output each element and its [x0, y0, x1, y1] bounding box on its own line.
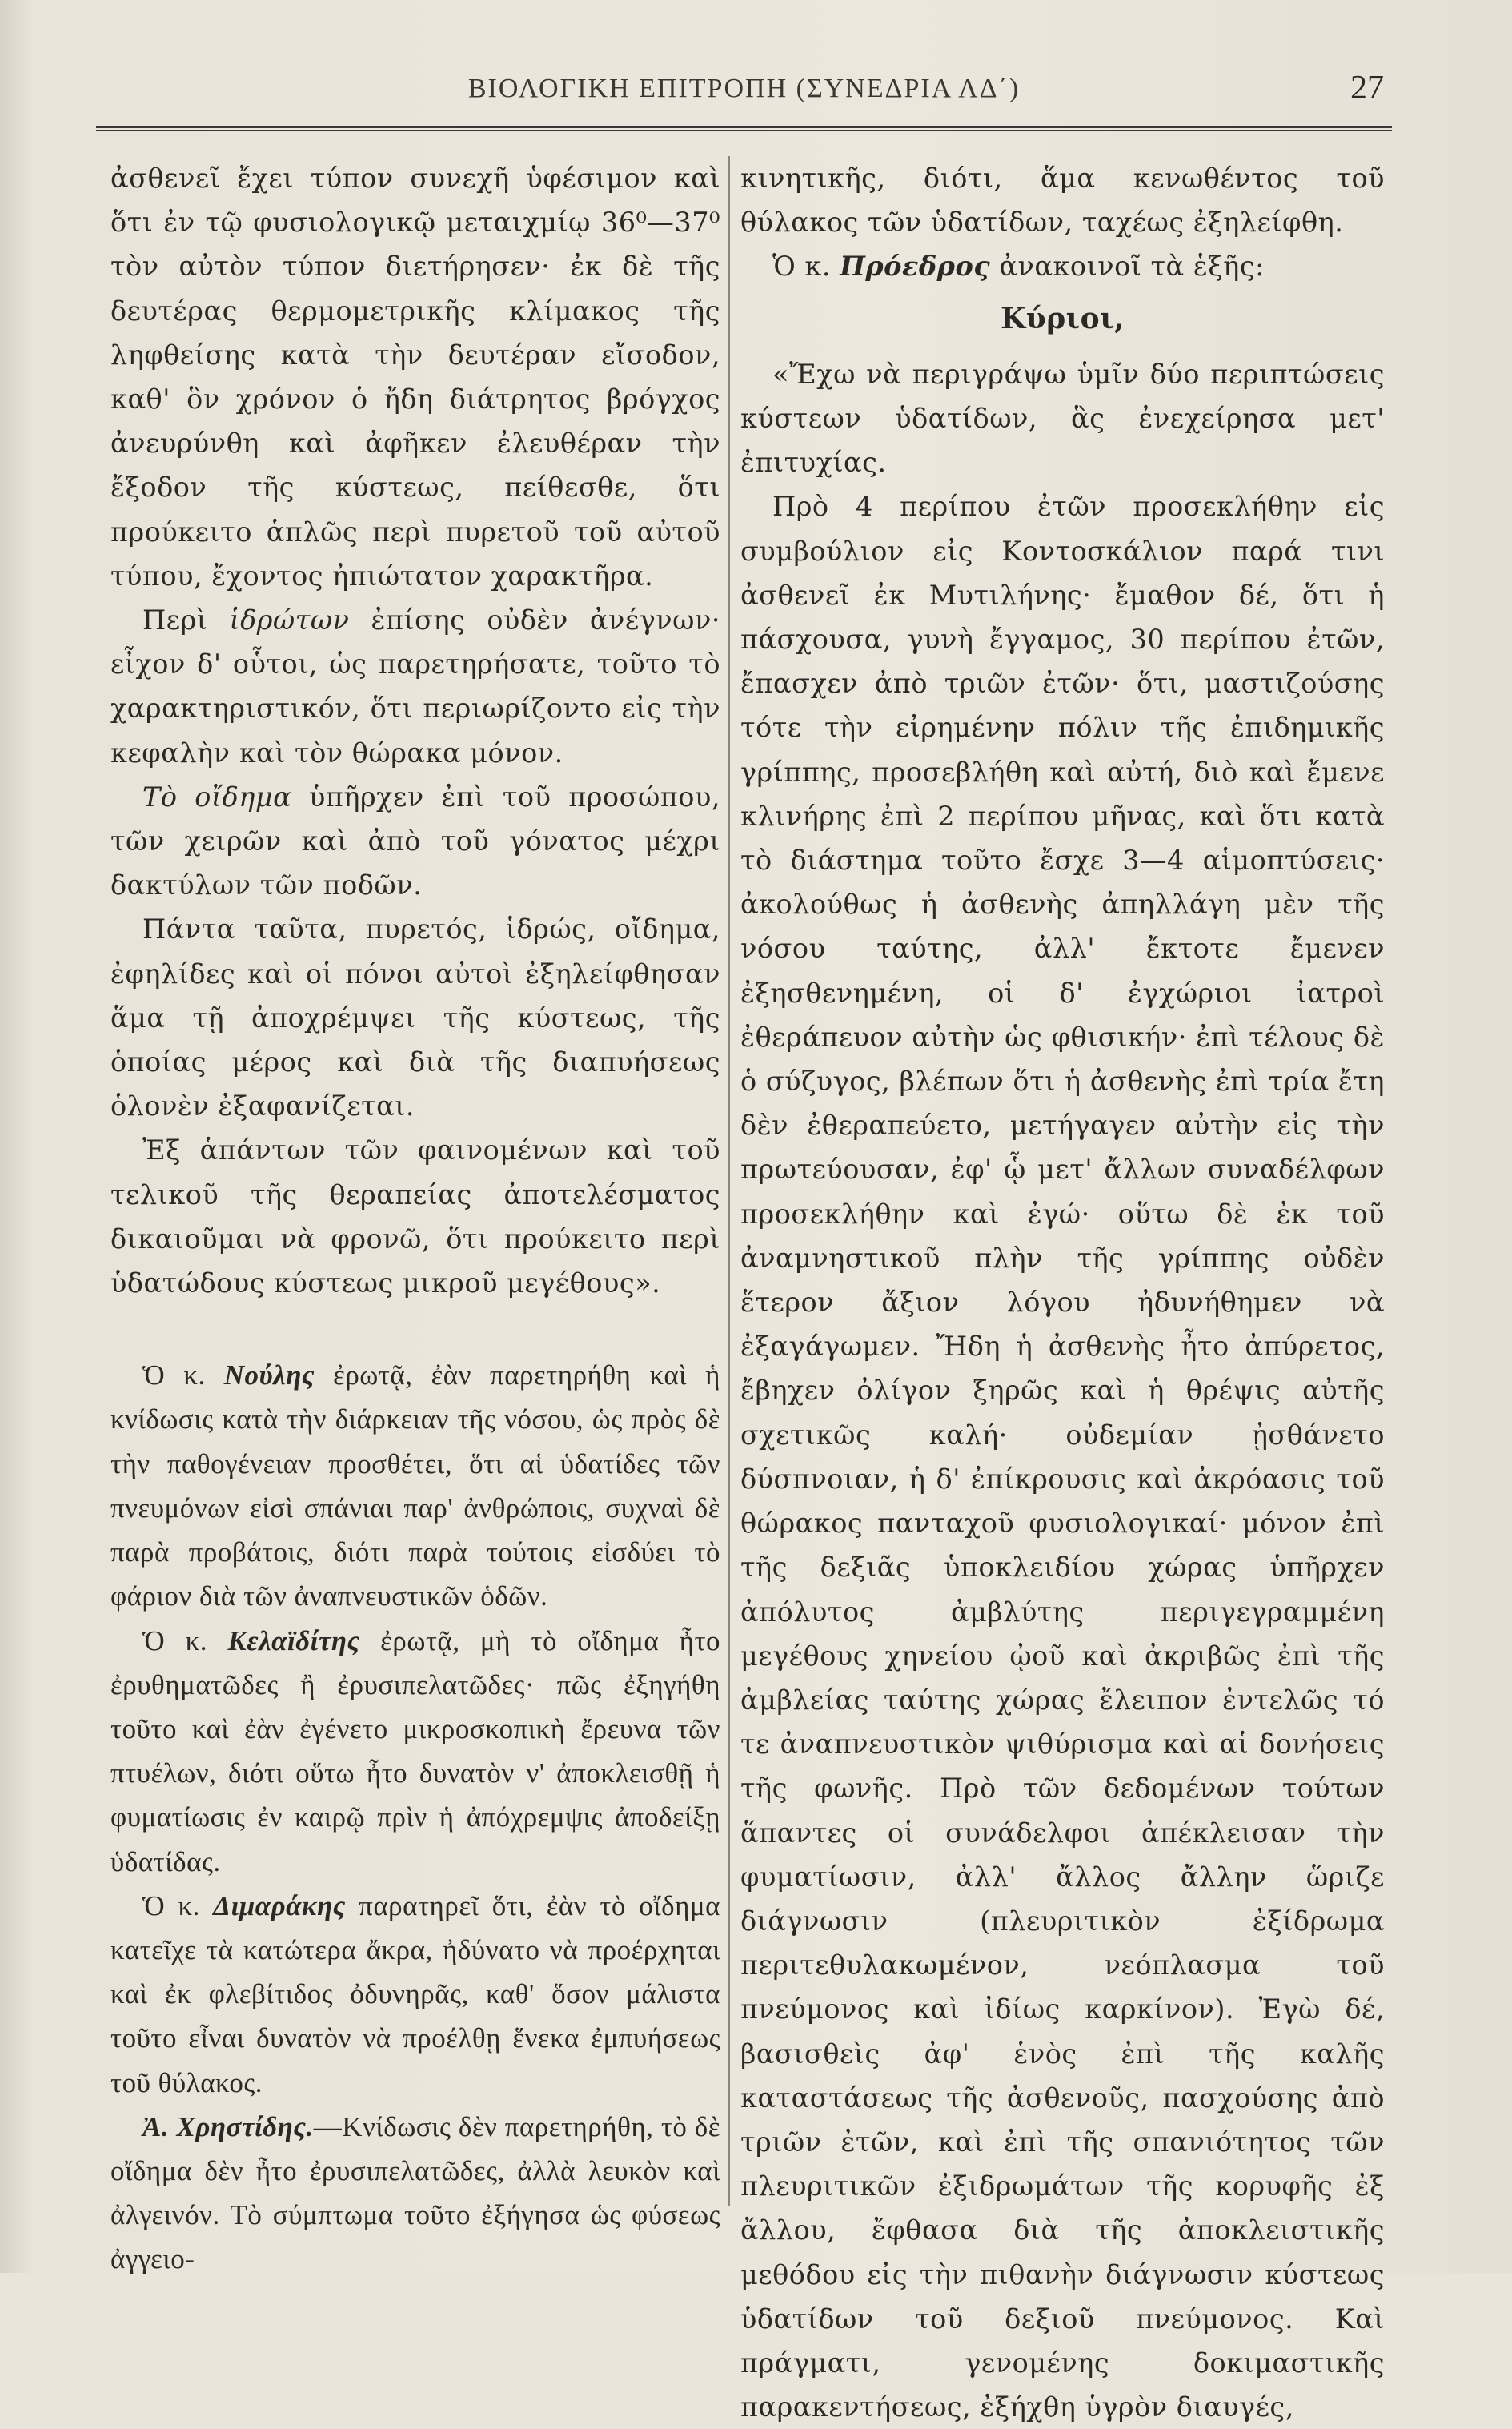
paragraph-text: Ὁ κ. [142, 1889, 214, 1921]
paragraph: κινητικῆς, διότι, ἅμα κενωθέντος τοῦ θύλακος τῶν ὑδατίδων, ταχέως ἐξηλείφθη. [740, 163, 1385, 239]
paragraph: ἀσθενεῖ ἔχει τύπον συνεχῆ ὑφέσιμον καὶ ὅτι ἐν τῷ φυσιολογικῷ μεταιχμίῳ 36⁰—37⁰ τὸν αὐτὸν τύπον διετήρησεν· ἐκ δὲ τῆς δευτέρας θερμομετρικῆς κλίμακος τῆς ληφθείσης κατὰ τὴν δευτέραν εἴσοδον, καθ' ὃν χρόνον ὁ ἤδη διάτρητος βρόγχος ἀνευρύνθη καὶ ἀφῆκεν ἐλευθέραν τὴν ἔξοδον τῆς κύστεως, πείθεσθε, ὅτι προύκειτο ἁπλῶς περὶ πυρετοῦ τοῦ αὐτοῦ τύπου, ἔχοντος ἠπιώτατον χαρακτῆρα. [110, 163, 720, 592]
paragraph-text: —Κνίδωσις δὲν παρετηρήθη, τὸ δὲ οἴδημα δὲν ἦτο ἐρυσιπελατῶδες, ἀλλὰ λευκὸν καὶ ἀλγεινόν. Τὸ σύμπτωμα τοῦτο ἐξήγησα ὡς φύσεως ἀγγειο- [110, 2110, 720, 2275]
paragraph [110, 1884, 720, 2105]
page-number: 27 [1350, 70, 1384, 106]
paragraph-text: Περὶ [142, 604, 230, 636]
paragraph: «Ἔχω νὰ περιγράψω ὑμῖν δύο περιπτώσεις κύστεων ὑδατίδων, ἃς ἐνεχείρησα μετ' ἐπιτυχίας. [740, 358, 1385, 479]
paragraph-text: Ὁ κ. [142, 1359, 224, 1391]
paragraph-text: ὑπῆρχεν ἐπὶ τοῦ προσώπου, τῶν χειρῶν καὶ ἀπὸ τοῦ γόνατος μέχρι δακτύλων τῶν ποδῶν. [110, 781, 720, 901]
column-divider [728, 156, 730, 2206]
speaker-name: Διμαράκης [213, 1889, 346, 1921]
paragraph: Πρὸ 4 περίπου ἐτῶν προσεκλήθην εἰς συμβούλιον εἰς Κοντοσκάλιον παρά τινι ἀσθενεῖ ἐκ Μυτιλήνης· ἔμαθον δέ, ὅτι ἡ πάσχουσα, γυνὴ ἔγγαμος, 30 περίπου ἐτῶν, ἔπασχεν ἀπὸ τριῶν ἐτῶν· ὅτι, μαστιζούσης τότε τὴν εἰρημένην πόλιν τῆς ἐπιδημικῆς γρίππης, προσεβλήθη καὶ αὐτή, διὸ καὶ ἔμενε κλινήρης ἐπὶ 2 περίπου μῆνας, καὶ ὅτι κατὰ τὸ διάστημα τοῦτο ἔσχε 3—4 αἱμοπτύσεις· ἀκολούθως ἡ ἀσθενὴς ἀπηλλάγη μὲν τῆς νόσου ταύτης, ἀλλ' ἔκτοτε ἔμενεν ἐξησθενημένη, οἱ δ' ἐγχώριοι ἰατροὶ ἐθεράπευον αὐτὴν ὡς φθισικήν· ἐπὶ τέλους δὲ ὁ σύζυγος, βλέπων ὅτι ἡ ἀσθενὴς ἐπὶ τρία ἔτη δὲν ἐθεραπεύετο, μετήγαγεν αὐτὴν εἰς τὴν πρωτεύουσαν, ἐφ' ᾧ μετ' ἄλλων συναδέλφων προσεκλήθην καὶ ἐγώ· οὕτω δὲ ἐκ τοῦ ἀναμνηστικοῦ πλὴν τῆς γρίππης οὐδὲν ἕτερον ἄξιον λόγου ἠδυνήθημεν νὰ ἐξαγάγωμεν. Ἤδη ἡ ἀσθενὴς ἦτο ἀπύρετος, ἔβηχεν ὀλίγον ξηρῶς καὶ ἡ θρέψις αὐτῆς σχετικῶς καλή· οὐδεμίαν ᾐσθάνετο δύσπνοιαν, ἡ δ' ἐπίκρουσις καὶ ἀκρόασις τοῦ θώρακος πανταχοῦ φυσιολογικαί· μόνον ἐπὶ τῆς δεξιᾶς ὑποκλειδίου χώρας ὑπῆρχεν ἀπόλυτος ἀμβλύτης περιγεγραμμένη μεγέθους χηνείου ᾠοῦ καὶ ἀκριβῶς ἐπὶ τῆς ἀμβλείας ταύτης χώρας ἔλειπον ἐντελῶς τό τε ἀναπνευστικὸν ψιθύρισμα καὶ αἱ δονήσεις τῆς φωνῆς. Πρὸ τῶν δεδομένων τούτων ἅπαντες οἱ συνάδελφοι ἀπέκλεισαν τὴν φυματίωσιν, ἀλλ' ἄλλος ἄλλην ὥριζε διάγνωσιν (πλευριτικὸν ἐξίδρωμα περιτεθυλακωμένον, νεόπλασμα τοῦ πνεύμονος καὶ ἰδίως καρκίνον). Ἐγὼ δέ, βασισθεὶς ἀφ' ἑνὸς ἐπὶ τῆς καλῆς καταστάσεως τῆς ἀσθενοῦς, πασχούσης ἀπὸ τριῶν ἐτῶν, καὶ ἐπὶ τῆς σπανιότητος τῶν πλευριτικῶν ἐξιδρωμάτων τῆς κορυφῆς ἐξ ἄλλου, ἔφθασα διὰ τῆς ἀποκλειστικῆς μεθόδου εἰς τὴν πιθανὴν διάγνωσιν κύστεως ὑδατίδων τοῦ δεξιοῦ πνεύμονος. Καὶ πράγματι, γενομένης δοκιμαστικῆς παρακεντήσεως, ἐξήχθη ὑγρὸν διαυγές, [740, 491, 1385, 2423]
italic-term: Τὸ οἴδημα [142, 781, 292, 813]
paragraph-text: ἐρωτᾷ, ἐὰν παρετηρήθη καὶ ἡ κνίδωσις κατὰ τὴν διάρκειαν τῆς νόσου, ὡς πρὸς δὲ τὴν παθογένειαν προσθέτει, ὅτι αἱ ὑδατίδες τῶν πνευμόνων εἰσὶ σπάνιαι παρ' ἀνθρώποις, συχναὶ δὲ παρὰ προβάτοις, διότι παρὰ τούτοις εἰσδύει τὸ φάριον διὰ τῶν ἀναπνευστικῶν ὁδῶν. [110, 1359, 720, 1612]
right-column [740, 156, 1385, 2423]
paragraph [110, 598, 720, 775]
speaker-name: Ἀ. Χρηστίδης. [142, 2110, 314, 2142]
header-rule [96, 126, 1392, 131]
paragraph-text: ἐπίσης οὐδὲν ἀνέγνων· εἶχον δ' οὗτοι, ὡς παρετηρήσατε, τοῦτο τὸ χαρακτηριστικόν, ὅτι περιωρίζοντο εἰς τὴν κεφαλὴν καὶ τὸν θώρακα μόνον. [110, 604, 720, 769]
speaker-name: Πρόεδρος [840, 251, 991, 283]
paragraph [110, 775, 720, 908]
paragraph-text: παρατηρεῖ ὅτι, ἐὰν τὸ οἴδημα κατεῖχε τὰ κατώτερα ἄκρα, ἠδύνατο νὰ προέρχηται καὶ ἐκ φλεβίτιδος ὀδυνηρᾶς, καθ' ὅσον μάλιστα τοῦτο εἶναι δυνατὸν νὰ προέλθῃ ἕνεκα ἐμπυήσεως τοῦ θύλακος. [110, 1889, 721, 2098]
paragraph: Πάντα ταῦτα, πυρετός, ἱδρώς, οἴδημα, ἐφηλίδες καὶ οἱ πόνοι αὐτοὶ ἐξηλείφθησαν ἅμα τῇ ἀποχρέμψει τῆς κύστεως, τῆς ὁποίας μέρος καὶ διὰ τῆς διαπυήσεως ὁλονὲν ἐξαφανίζεται. [110, 913, 720, 1122]
left-column [110, 156, 721, 2275]
discussion-section [110, 1353, 720, 2281]
paragraph: Ἐξ ἁπάντων τῶν φαινομένων καὶ τοῦ τελικοῦ τῆς θεραπείας ἀποτελέσματος δικαιοῦμαι νὰ φρονῶ, ὅτι προύκειτο περὶ ὑδατώδους κύστεως μικροῦ μεγέθους». [110, 1134, 720, 1299]
paragraph-text: ἐρωτᾷ, μὴ τὸ οἴδημα ἦτο ἐρυθηματῶδες ἢ ἐρυσιπελατῶδες· πῶς ἐξηγήθη τοῦτο καὶ ἐὰν ἐγένετο μικροσκοπικὴ ἔρευνα τῶν πτυέλων, διότι οὕτω ἦτο δυνατὸν ν' ἀποκλεισθῇ ἡ φυματίωσις ἐν καιρῷ πρὶν ἡ ἀπόχρεμψις ἀποδείξῃ ὑδατίδας. [110, 1624, 721, 1877]
paragraph-text: Ὁ κ. [142, 1624, 228, 1656]
paragraph [110, 1353, 720, 1618]
page-header [96, 70, 1392, 122]
paragraph [740, 244, 1385, 288]
speaker-name: Νούλης [223, 1359, 315, 1391]
speaker-name: Κελαϊδίτης [227, 1624, 360, 1656]
paragraph-text: Ὁ κ. [772, 251, 840, 283]
running-title: ΒΙΟΛΟΓΙΚΗ ΕΠΙΤΡΟΠΗ (ΣΥΝΕΔΡΙΑ ΛΔ΄) [467, 74, 1021, 103]
paragraph [110, 1619, 720, 1884]
paragraph-text: ἀνακοινοῖ τὰ ἑξῆς: [990, 251, 1265, 283]
paragraph [110, 2105, 720, 2282]
salutation-heading: Κύριοι, [1000, 301, 1125, 335]
italic-term: ἱδρώτων [229, 604, 350, 636]
